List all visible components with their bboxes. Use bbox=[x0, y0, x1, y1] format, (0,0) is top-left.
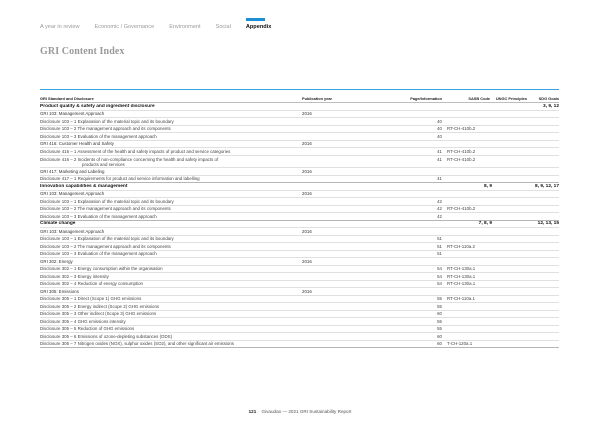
table-row bbox=[40, 126, 559, 134]
header-sasb-code: SASB Code bbox=[468, 96, 490, 101]
disclosure-name: Disclosure 103 – 1 Explanation of the material topic and its boundary bbox=[40, 236, 174, 242]
disclosure-name: Disclosure 103 – 3 Evaluation of the management approach bbox=[40, 251, 157, 257]
page-reference: 42 bbox=[437, 213, 442, 219]
publication-year: 2016 bbox=[302, 288, 312, 294]
disclosure-name: Disclosure 417 – 1 Requirements for product and service information and labelling bbox=[40, 176, 200, 182]
table-row bbox=[40, 273, 559, 281]
table-row bbox=[40, 311, 559, 319]
table-row bbox=[40, 266, 559, 274]
page-reference: 42 bbox=[437, 206, 442, 212]
sasb-code: RT-CH-110a.1 bbox=[447, 296, 475, 302]
header-ungc-principles: UNGC Principles bbox=[495, 96, 527, 101]
page-reference: 60 bbox=[437, 341, 442, 347]
gri-content-index-table bbox=[40, 89, 559, 348]
disclosure-name: Disclosure 103 – 2 The management approach and its components bbox=[40, 243, 171, 249]
disclosure-name: GRI 305: Emissions bbox=[40, 288, 79, 294]
section-title: Product quality & safety and ingredient disclosure bbox=[40, 103, 155, 109]
table-row bbox=[40, 326, 559, 334]
disclosure-name: GRI 302: Energy bbox=[40, 258, 73, 264]
table-row bbox=[40, 243, 559, 251]
table-row bbox=[40, 198, 559, 206]
standard-row bbox=[40, 141, 559, 149]
page-reference: 55 bbox=[437, 326, 442, 332]
standard-row bbox=[40, 288, 559, 296]
page-reference: 51 bbox=[437, 243, 442, 249]
disclosure-name: Disclosure 305 – 7 Nitrogen oxides (NOX), sulphur oxides (SO2), and other significant air emissions bbox=[40, 341, 235, 347]
disclosure-name: Disclosure 305 – 1 Direct (Scope 1) GHG emissions bbox=[40, 296, 142, 302]
table-row bbox=[40, 176, 559, 184]
section-row bbox=[40, 103, 559, 111]
sdg-goals: 3, 9, 12 bbox=[542, 103, 559, 109]
sasb-code: RT-CH-130a.1 bbox=[447, 266, 476, 272]
table-row bbox=[40, 236, 559, 244]
table-row bbox=[40, 333, 559, 341]
standard-row bbox=[40, 228, 559, 236]
disclosure-name: Disclosure 103 – 2 The management approach and its components bbox=[40, 206, 171, 212]
page-reference: 55 bbox=[437, 296, 442, 302]
table-body bbox=[40, 103, 559, 348]
disclosure-name bbox=[40, 157, 302, 168]
page-reference: 40 bbox=[437, 133, 442, 139]
section-row bbox=[40, 183, 559, 191]
nav-item-environment[interactable]: Environment bbox=[169, 24, 201, 30]
disclosure-name: GRI 103: Management Approach bbox=[40, 228, 105, 234]
table-row bbox=[40, 133, 559, 141]
page-reference: 60 bbox=[437, 311, 442, 317]
header-gri-standard: GRI Standard and Disclosure bbox=[40, 96, 94, 101]
page-reference: 51 bbox=[437, 236, 442, 242]
table-row bbox=[40, 118, 559, 126]
sasb-code: RT-CH-410b.2 bbox=[447, 156, 476, 162]
table-row bbox=[40, 341, 559, 349]
table-row bbox=[40, 213, 559, 221]
sasb-code: RT-CH-130a.1 bbox=[447, 281, 476, 287]
table-row bbox=[40, 318, 559, 326]
table-row bbox=[40, 156, 559, 169]
disclosure-name: Disclosure 416 – 1 Assessment of the health and safety impacts of product and service categories bbox=[40, 148, 231, 154]
disclosure-name: Disclosure 302 – 4 Reduction of energy consumption bbox=[40, 281, 143, 287]
disclosure-name: Disclosure 305 – 6 Emissions of ozone-depleting substances (ODS) bbox=[40, 333, 173, 339]
sasb-code: RT-CH-410b.2 bbox=[447, 148, 476, 154]
sasb-code: RT-CH-410b.2 bbox=[447, 126, 476, 132]
disclosure-name: Disclosure 302 – 3 Energy intensity bbox=[40, 273, 109, 279]
table-row bbox=[40, 303, 559, 311]
disclosure-name: GRI 103: Management Approach bbox=[40, 191, 105, 197]
nav-item-appendix[interactable]: Appendix bbox=[245, 24, 272, 30]
sasb-code: RT-CH-410b.2 bbox=[447, 206, 476, 212]
page-reference: 54 bbox=[437, 281, 442, 287]
disclosure-name: Disclosure 103 – 3 Evaluation of the management approach bbox=[40, 133, 157, 139]
footer-text: Givaudan — 2021 GRI Sustainability Report bbox=[261, 409, 352, 414]
top-navigation bbox=[40, 24, 286, 30]
page-reference: 51 bbox=[437, 251, 442, 257]
publication-year: 2016 bbox=[302, 191, 312, 197]
disclosure-name: Disclosure 103 – 1 Explanation of the material topic and its boundary bbox=[40, 198, 174, 204]
page-reference: 55 bbox=[437, 303, 442, 309]
page-title: GRI Content Index bbox=[40, 46, 125, 57]
standard-row bbox=[40, 258, 559, 266]
disclosure-name: Disclosure 103 – 2 The management approach and its components bbox=[40, 126, 171, 132]
nav-item-year-in-review[interactable]: A year in review bbox=[40, 24, 80, 30]
header-page-information: Page/Information bbox=[410, 96, 442, 101]
table-row bbox=[40, 251, 559, 259]
disclosure-name: Disclosure 103 – 1 Explanation of the material topic and its boundary bbox=[40, 118, 174, 124]
publication-year: 2016 bbox=[302, 111, 312, 117]
sasb-code: RT-CH-130a.1 bbox=[447, 273, 476, 279]
publication-year: 2016 bbox=[302, 258, 312, 264]
table-row bbox=[40, 296, 559, 304]
page-reference: 41 bbox=[437, 148, 442, 154]
ungc-principles: 7, 8, 9 bbox=[478, 221, 492, 227]
publication-year: 2016 bbox=[302, 141, 312, 147]
sdg-goals: 12, 13, 15 bbox=[537, 221, 559, 227]
disclosure-name: Disclosure 302 – 1 Energy consumption within the organisation bbox=[40, 266, 163, 272]
page-reference: 40 bbox=[437, 126, 442, 132]
disclosure-name: Disclosure 103 – 3 Evaluation of the management approach bbox=[40, 213, 157, 219]
disclosure-name: Disclosure 305 – 4 GHG emissions intensity bbox=[40, 318, 126, 324]
standard-row bbox=[40, 191, 559, 199]
page-reference: 41 bbox=[437, 176, 442, 182]
sasb-code: RT-CH-110a.2 bbox=[447, 243, 475, 249]
page-reference: 55 bbox=[437, 318, 442, 324]
table-row bbox=[40, 148, 559, 156]
table-row bbox=[40, 281, 559, 289]
page-reference: 40 bbox=[437, 118, 442, 124]
header-sdg-goals: SDG Goals bbox=[538, 96, 559, 101]
disclosure-name-line1: Disclosure 416 – 2 Incidents of non-compliance concerning the health and safety impacts of bbox=[40, 156, 219, 162]
table-header bbox=[40, 90, 559, 103]
nav-item-economic-governance[interactable]: Economic / Governance bbox=[94, 24, 155, 30]
sasb-code: T-CH-120a.1 bbox=[447, 341, 473, 347]
disclosure-name: Disclosure 305 – 3 Other indirect (Scope 3) GHG emissions bbox=[40, 311, 157, 317]
section-title: Innovation capabilities & management bbox=[40, 183, 128, 189]
nav-item-social[interactable]: Social bbox=[215, 24, 231, 30]
ungc-principles: 8, 9 bbox=[483, 183, 492, 189]
page-reference: 41 bbox=[437, 156, 442, 162]
page-reference: 60 bbox=[437, 333, 442, 339]
page-reference: 54 bbox=[437, 266, 442, 272]
publication-year: 2016 bbox=[302, 228, 312, 234]
table-row bbox=[40, 206, 559, 214]
disclosure-name: GRI 416: Customer Health and Safety bbox=[40, 141, 114, 147]
section-row bbox=[40, 221, 559, 229]
disclosure-name: Disclosure 305 – 5 Reduction of GHG emissions bbox=[40, 326, 135, 332]
page-footer bbox=[0, 409, 600, 414]
header-publication-year: Publication year bbox=[302, 96, 333, 101]
page-reference: 42 bbox=[437, 198, 442, 204]
publication-year: 2016 bbox=[302, 168, 312, 174]
standard-row bbox=[40, 168, 559, 176]
disclosure-name: GRI 417: Marketing and Labeling bbox=[40, 168, 105, 174]
sdg-goals: 8, 9, 12, 17 bbox=[534, 183, 559, 189]
page-number: 121 bbox=[248, 409, 257, 414]
disclosure-name-line2: products and services bbox=[82, 161, 125, 167]
standard-row bbox=[40, 111, 559, 119]
disclosure-name: Disclosure 305 – 2 Energy indirect (Scope 2) GHG emissions bbox=[40, 303, 160, 309]
page-reference: 54 bbox=[437, 273, 442, 279]
section-title: Climate change bbox=[40, 221, 76, 227]
disclosure-name: GRI 103: Management Approach bbox=[40, 111, 105, 117]
